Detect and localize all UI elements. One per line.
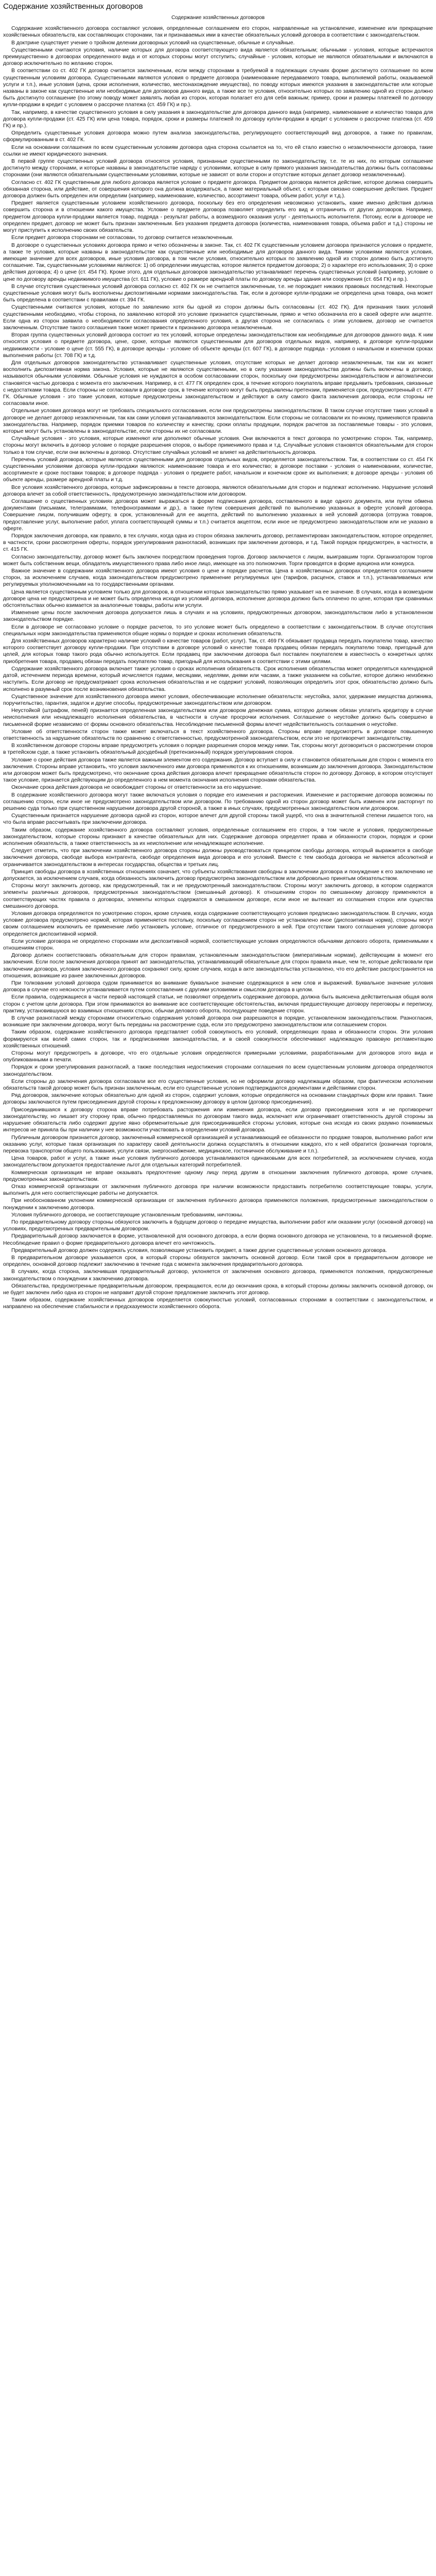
paragraph: При необоснованном уклонении коммерческой организации от заключения публичного договора применяются положения, предусмотренные законодательством о понуждении к заключению договора. (3, 1198, 433, 1211)
page (0, 2, 436, 1311)
paragraph: Если в договоре не согласовано условие о порядке расчетов, то это условие может быть определено в соответствии с законодательством. В случае отсутствия специальных норм законодательства применяются общие нормы о порядке и сроках исполнения обязательств. (3, 624, 433, 637)
paragraph: Важное значение в содержании хозяйственного договора имеют условия о цене и порядке расчетов. Цена в хозяйственных договорах определяется соглашением сторон, за исключением случаев, когда законодательством предусмотрено применение регулируемых цен (тарифов, расценок, ставок и т.п.), устанавливаемых или регулируемых уполномоченными на то государственными органами. (3, 568, 433, 588)
paragraph: Согласно ст. 402 ГК существенным для любого договора является условие о предмете договора. Предметом договора является действие, которое должна совершить обязанная сторона, или действие, от совершения которого она должна воздержаться, а также материальный объект, с которым связано совершение действия. Предмет договора должен быть определен или определим (например, наименование, количество, ассортимент товара, объем работ, услуг и т.д.). (3, 179, 433, 199)
page-subtitle: Содержание хозяйственных договоров (171, 15, 265, 21)
paragraph: Публичным договором признается договор, заключенный коммерческой организацией и устанавливающий ее обязанности по продаже товаров, выполнению работ или оказанию услуг, которые такая организация по характеру своей деятельности должна осуществлять в отношении каждого, кто к ней обратится (розничная торговля, перевозка транспортом общего пользования, услуги связи, энергоснабжение, медицинское, гостиничное обслуживание и т.п.). (3, 1134, 433, 1154)
paragraph: Цена является существенным условием только для договоров, в отношении которых законодательство прямо указывает на ее значение. В случаях, когда в возмездном договоре цена не предусмотрена и не может быть определена исходя из условий договора, исполнение договора должно быть оплачено по цене, которая при сравнимых обстоятельствах обычно взимается за аналогичные товары, работы или услуги. (3, 589, 433, 609)
paragraph: Определить существенные условия договора можно путем анализа законодательства, регулирующего соответствующий вид договоров, а также по правилам, сформулированным в ст. 402 ГК. (3, 130, 433, 143)
paragraph: Вторая группа существенных условий договора состоит из тех условий, которые определены законодательством как необходимые для договоров данного вида. К ним относятся условия о предмете договора, цене, сроке, которые являются существенными для договоров отдельных видов, например, в договоре купли-продажи недвижимости - условие о цене (ст. 555 ГК), в договоре аренды - условие об объекте аренды (ст. 607 ГК), в договоре подряда - условия о начальном и конечном сроках выполнения работы (ст. 708 ГК) и т.д. (3, 332, 433, 359)
paragraph: Ряд договоров, заключение которых обязательно для одной из сторон, содержит условия, которые определяются на основании стандартных форм или правил. Такие договоры заключаются путем присоединения другой стороны к предложенному договору в целом (договор присоединения). (3, 1093, 433, 1106)
paragraph: Соглашение о существенных условиях договора может выражаться в форме подписания договора, составленного в виде одного документа, или путем обмена документами (письмами, телеграммами, телефонограммами и др.), а также путем совершения действий по выполнению указанных в оферте условий договора. Совершение лицом, получившим оферту, в срок, установленный для ее акцепта, действий по выполнению указанных в ней условий договора (отгрузка товаров, предоставление услуг, выполнение работ, уплата соответствующей суммы и т.п.) считается акцептом, если иное не предусмотрено законодательством или не указано в оферте. (3, 499, 433, 532)
paragraph: Если правила, содержащиеся в части первой настоящей статьи, не позволяют определить содержание договора, должна быть выяснена действительная общая воля сторон с учетом цели договора. При этом принимаются во внимание все соответствующие обстоятельства, включая предшествующие договору переговоры и переписку, практику, установившуюся во взаимных отношениях сторон, обычаи делового оборота, последующее поведение сторон. (3, 994, 433, 1014)
paragraph: В содержание хозяйственного договора могут также включаться условия о порядке его изменения и расторжения. Изменение и расторжение договора возможны по соглашению сторон, если иное не предусмотрено законодательством или договором. По требованию одной из сторон договор может быть изменен или расторгнут по решению суда только при существенном нарушении договора другой стороной, а также в иных случаях, предусмотренных законодательством или договором. (3, 792, 433, 811)
paragraph: Для хозяйственных договоров характерно наличие условий о качестве товаров (работ, услуг). Так, ст. 469 ГК обязывает продавца передать покупателю товар, качество которого соответствует договору купли-продажи. При отсутствии в договоре условий о качестве товара продавец обязан передать покупателю товар, пригодный для целей, для которых товар такого рода обычно используется. Если продавец при заключении договора был поставлен покупателем в известность о конкретных целях приобретения товара, продавец обязан передать покупателю товар, пригодный для использования в соответствии с этими целями. (3, 638, 433, 665)
paragraph: Существенными считаются условия, которые по заявлению хотя бы одной из сторон должны быть согласованы (ст. 402 ГК). Для признания таких условий существенными необходимо, чтобы сторона, по заявлению которой это условие признается существенным, прямо и четко обозначила его в своей оферте или акцепте. Если одна из сторон заявила о необходимости согласования определенного условия, а другая сторона не согласилась с этим условием, договор не считается заключенным. Отсутствие такого соглашения также может привести к признанию договора незаключенным. (3, 304, 433, 331)
paragraph: В случае отсутствия существенных условий договора согласно ст. 402 ГК он не считается заключенным, т.е. не порождает никаких правовых последствий. Некоторые существенные условия могут быть восполнены диспозитивными нормами законодательства. Так, если в договоре купли-продажи не определена цена товара, она может быть определена в соответствии с правилами ст. 394 ГК. (3, 283, 433, 303)
paragraph: Коммерческая организация не вправе оказывать предпочтение одному лицу перед другим в отношении заключения публичного договора, кроме случаев, предусмотренных законодательством. (3, 1170, 433, 1182)
paragraph: Договор должен соответствовать обязательным для сторон правилам, установленным законодательством (императивным нормам), действующим в момент его заключения. Если после заключения договора принят акт законодательства, устанавливающий обязательные для сторон правила иные, чем те, которые действовали при заключении договора, условия заключенного договора сохраняют силу, кроме случаев, когда в акте законодательства установлено, что его действие распространяется на отношения, возникшие из ранее заключенных договоров. (3, 953, 433, 979)
paragraph: Неустойкой (штрафом, пеней) признается определенная законодательством или договором денежная сумма, которую должник обязан уплатить кредитору в случае неисполнения или ненадлежащего исполнения обязательства, в частности в случае просрочки исполнения. Соглашение о неустойке должно быть совершено в письменной форме независимо от формы основного обязательства. Несоблюдение письменной формы влечет недействительность соглашения о неустойке. (3, 708, 433, 727)
paragraph: Отказ коммерческой организации от заключения публичного договора при наличии возможности предоставить потребителю соответствующие товары, услуги, выполнить для него соответствующие работы не допускается. (3, 1183, 433, 1197)
paragraph: В доктрине существует учение о тройном делении договорных условий на существенные, обычные и случайные. (11, 40, 295, 46)
paragraph: Перечень условий договора, которые являются существенными для договоров отдельных видов, определяется законодательством. Так, в соответствии со ст. 454 ГК существенными условиями договора купли-продажи являются: наименование товара и его количество; в договоре поставки - условия о наименовании, количестве, ассортименте и сроке поставки товаров; в договоре подряда - условия о предмете работ, начальном и конечном сроке их выполнения; в договоре аренды - условия об объекте аренды, размере арендной платы и т.д. (3, 456, 433, 483)
paragraph: Следует отметить, что при заключении хозяйственного договора стороны должны руководствоваться принципом свободы договора, который выражается в свободе заключения договора, свободе выбора контрагента, свободе определения вида договора и его условий. Вместе с тем свобода договора не является абсолютной и ограничивается законодательством в интересах государства, общества и третьих лиц. (3, 848, 433, 868)
paragraph: Условие об ответственности сторон также может включаться в текст хозяйственного договора. Стороны вправе предусмотреть в договоре повышенную ответственность за нарушение обязательств по сравнению с ответственностью, предусмотренной законодательством, если это не противоречит законодательству. (3, 728, 433, 741)
paragraph: Так, например, в качестве существенного условия в силу указания в законодательстве для договора данного вида (например, наименование и количество товара для договора купли-продажи (ст. 425 ГК) или цена товара, порядок, сроки и размеры платежей по договору купли-продажи в кредит с условием о рассрочке платежа (ст. 459 ГК) и пр.). (3, 109, 433, 129)
paragraph: Существенными считаются условия, наличие которых для договора соответствующего вида является обязательным; обычными - условия, которые встречаются преимущественно в договорах определенного вида и от которых стороны могут отступить; случайные - условия, которые не являются обязательными и включаются в договор исключительно по желанию сторон. (3, 47, 433, 67)
paragraph: Содержание хозяйственного договора включает также условия о сроках исполнения обязательств. Срок исполнения обязательства может определяться календарной датой, истечением периода времени, который исчисляется годами, месяцами, неделями, днями или часами, а также указанием на событие, которое должно неизбежно наступить. Если договор не предусматривает срока исполнения обязательства и не содержит условий, позволяющих определить этот срок, обязательство должно быть исполнено в разумный срок после возникновения обязательства. (3, 666, 433, 692)
paragraph: Принцип свободы договора в хозяйственных отношениях означает, что субъекты хозяйствования свободны в заключении договора и понуждение к его заключению не допускается, за исключением случаев, когда обязанность заключить договор предусмотрена законодательством или добровольно принятым обязательством. (3, 869, 433, 882)
paragraph: Стороны могут заключить договор, как предусмотренный, так и не предусмотренный законодательством. Стороны могут заключить договор, в котором содержатся элементы различных договоров, предусмотренных законодательством (смешанный договор). К отношениям сторон по смешанному договору применяются в соответствующих частях правила о договорах, элементы которых содержатся в смешанном договоре, если иное не вытекает из соглашения сторон или существа смешанного договора. (3, 883, 433, 909)
paragraph: Условие о сроке действия договора также является важным элементом его содержания. Договор вступает в силу и становится обязательным для сторон с момента его заключения. Стороны вправе установить, что условия заключенного ими договора применяются к их отношениям, возникшим до заключения договора. Законодательством или договором может быть предусмотрено, что окончание срока действия договора влечет прекращение обязательств сторон по договору. Договор, в котором отсутствует такое условие, признается действующим до определенного в нем момента окончания исполнения сторонами обязательства. (3, 757, 433, 784)
paragraph: Присоединившаяся к договору сторона вправе потребовать расторжения или изменения договора, если договор присоединения хотя и не противоречит законодательству, но лишает эту сторону прав, обычно предоставляемых по договорам такого вида, исключает или ограничивает ответственность другой стороны за нарушение обязательств либо содержит другие явно обременительные для присоединившейся стороны условия, которые она исходя из своих разумно понимаемых интересов не приняла бы при наличии у нее возможности участвовать в определении условий договора. (3, 1107, 433, 1133)
paragraph: По предварительному договору стороны обязуются заключить в будущем договор о передаче имущества, выполнении работ или оказании услуг (основной договор) на условиях, предусмотренных предварительным договором. (3, 1219, 433, 1232)
paragraph: Порядок заключения договора, как правило, в тех случаях, когда одна из сторон обязана заключить договор, регламентирован законодательством, которое определяет, в частности, сроки рассмотрения оферты, порядок урегулирования разногласий, возникших при заключении договора, и т.д. Такой порядок предусмотрен, в частности, в ст. 415 ГК. (3, 533, 433, 553)
paragraph: В предварительном договоре указывается срок, в который стороны обязуются заключить основной договор. Если такой срок в предварительном договоре не определен, основной договор подлежит заключению в течение года с момента заключения предварительного договора. (3, 1255, 433, 1268)
paragraph: Если стороны до заключения договора согласовали все его существенные условия, но не оформили договор надлежащим образом, при фактическом исполнении обязательств такой договор может быть признан заключенным, если его существенные условия подтверждаются документами и действиями сторон. (3, 1078, 433, 1092)
paragraph: Таким образом, содержание хозяйственных договоров определяется совокупностью условий, согласованных сторонами в соответствии с законодательством, и направлено на обеспечение стабильности и предсказуемости хозяйственного оборота. (3, 1297, 433, 1310)
page-title: Содержание хозяйственных договоров (3, 2, 143, 11)
paragraph: Предмет является существенным условием хозяйственного договора, поскольку без его определения невозможно установить, какие именно действия должна совершить сторона и в отношении какого имущества. Условие о предмете договора позволяет определить его вид и отграничить от других договоров. Например, предметом договора купли-продажи является товар, подряда - результат работы, а возмездного оказания услуг - деятельность исполнителя. Потому, если в договоре не определен предмет, договор не может быть признан заключенным. Без указания предмета договора (количества, наименования товара, объема работ и т.д.) стороны не могут приступить к исполнению своих обязательств. (3, 200, 433, 234)
article-body (3, 25, 433, 1310)
paragraph: В первой группе существенных условий договора относятся условия, признанные существенными по законодательству, т.е. те из них, по которым соглашение достигнуто между сторонами, и которые названы в законодательстве наряду с условиями, которые в силу прямого указания законодательства должны быть согласованы сторонами (они являются обязательными существенными условиями, которые не зависят от воли сторон и отсутствие которых делает договор незаключенным). (3, 159, 433, 178)
paragraph: Случайные условия - это условия, которые изменяют или дополняют обычные условия. Они включаются в текст договора по усмотрению сторон. Так, например, стороны могут включить в договор условие о порядке разрешения споров, о выборе применимого права и т.д. Случайные условия становятся обязательными для сторон только в том случае, если они включены в договор. Отсутствие случайных условий не влияет на действительность договора. (3, 436, 433, 455)
paragraph: При толковании условий договора судом принимается во внимание буквальное значение содержащихся в нем слов и выражений. Буквальное значение условия договора в случае его неясности устанавливается путем сопоставления с другими условиями и смыслом договора в целом. (3, 980, 433, 993)
paragraph: В соответствии со ст. 402 ГК договор считается заключенным, если между сторонами в требуемой в подлежащих случаях форме достигнуто соглашение по всем существенным условиям договора. Существенными являются условия о предмете договора (наименование передаваемого товара, выполняемой работы, оказываемой услуги и т.п.), иные условия (цена, сроки исполнения, количество, местонахождение имущества), по поводу которых имеются указания в законодательстве или которые названы в законе как существенные или необходимые для договоров данного вида, а также все те условия, относительно которых по заявлению одной из сторон должно быть достигнуто соглашение (по этому поводу может заявлять любая из сторон, которая полагает его для себя важным; пример, сроки и размеры платежей по договору купли-продажи в кредит с условием о рассрочке платежа (ст. 459 ГК) и пр.). (3, 68, 433, 108)
paragraph: Существенное значение для хозяйственного договора имеют условия, обеспечивающие исполнение обязательств: неустойка, залог, удержание имущества должника, поручительство, гарантия, задаток и другие способы, предусмотренные законодательством или договором. (3, 693, 433, 706)
paragraph: Все условия хозяйственного договора, которые зафиксированы в тексте договора, являются обязательными для сторон и подлежат исполнению. Нарушение условий договора влечет за собой ответственность, предусмотренную законодательством или договором. (3, 484, 433, 497)
paragraph: Если условие договора не определено сторонами или диспозитивной нормой, соответствующие условия определяются обычаями делового оборота, применимыми к отношениям сторон. (3, 938, 433, 952)
paragraph: В случае разногласий между сторонами относительно содержания условий договора они разрешаются в порядке, установленном законодательством. Разногласия, возникшие при заключении договора, могут быть переданы на рассмотрение суда, если это предусмотрено законодательством или соглашением сторон. (3, 1015, 433, 1028)
paragraph: Существенным признается нарушение договора одной из сторон, которое влечет для другой стороны такой ущерб, что она в значительной степени лишается того, на что была вправе рассчитывать при заключении договора. (3, 813, 433, 826)
paragraph: Для отдельных договоров законодательство устанавливает существенные условия, отсутствие которых не делает договор незаключенным, так как их может восполнить диспозитивная норма закона. Условия, которые не являются существенными, но в силу указания законодательства должны быть включены в договор, называются обычными условиями. Обычные условия не нуждаются в особом согласовании сторон, поскольку они предусмотрены законодательством и автоматически становятся частью договора с момента его заключения. Например, в ст. 477 ГК определен срок, в течение которого покупатель вправе предъявить требования, связанные с недостатками товара. Если стороны не согласовали в договоре срок, в течение которого могут быть предъявлены претензии, применяется срок, предусмотренный ст. 477 ГК. Обычные условия - это такие условия, которые предусмотрены законодательством и действуют в силу самого факта заключения договора, если стороны не согласовали иное. (3, 360, 433, 407)
paragraph: Изменение цены после заключения договора допускается лишь в случаях и на условиях, предусмотренных договором, законодательством либо в установленном законодательством порядке. (3, 610, 433, 623)
paragraph: В договоре о существенных условиях договора прямо и четко обозначены в законе. Так, ст. 402 ГК существенным условием договора признаются условия о предмете, а также те условия, которые названы в законодательстве как существенные или необходимые для договоров данного вида. Такими условиями являются условия, имеющие значение для всех договоров, иные условия договора, в том числе условия, относительно которых по заявлению одной из сторон должно быть достигнуто соглашение. Так, существенными условиями являются: 1) об определении имущества, которое является предметом договора; 2) о характере его использования; 3) о сроке действия договора; 4) о цене (ст. 454 ГК). Кроме этого, для отдельных договоров законодательство устанавливает перечень существенных условий (например, условие о цене по договору аренды недвижимого имущества (ст. 611 ГК), условие о размере арендной платы по договору аренды здания или сооружения (ст. 654 ГК) и пр.). (3, 242, 433, 282)
paragraph: Предварительный договор должен содержать условия, позволяющие установить предмет, а также другие существенные условия основного договора. (11, 1247, 387, 1253)
paragraph: Условия публичного договора, не соответствующие установленным требованиям, ничтожны. (11, 1212, 243, 1218)
paragraph: Согласно законодательству, договор может быть заключен посредством проведения торгов. Договор заключается с лицом, выигравшим торги. Организатором торгов может быть собственник вещи, обладатель имущественного права либо иное лицо, имеющее на это полномочия. Торги проводятся в форме аукциона или конкурса. (3, 554, 433, 567)
paragraph: В хозяйственном договоре стороны вправе предусмотреть условия о порядке разрешения споров между ними. Так, стороны могут договориться о рассмотрении споров в третейском суде, а также установить обязательный досудебный (претензионный) порядок урегулирования споров. (3, 743, 433, 756)
paragraph: Таким образом, содержание хозяйственного договора представляет собой совокупность его условий, определяющих права и обязанности сторон. Эти условия формируются как волей самих сторон, так и предписаниями законодательства, и в своей совокупности обеспечивают надлежащую правовую регламентацию хозяйственных отношений. (3, 1029, 433, 1049)
paragraph: Отдельные условия договора могут не требовать специального согласования, если они предусмотрены законодательством. В таком случае отсутствие таких условий в договоре не делает договор незаключенным, так как сами условия устанавливаются законодательством. Если стороны не согласовали их по-иному, применяются правила законодательства. Например, порядок приемки товаров по количеству и качеству, сроки оплаты продукции, порядок расчетов за поставляемые товары - это условия, которые могут быть установлены в законодательстве, если стороны их не согласовали. (3, 408, 433, 434)
paragraph: Содержание хозяйственного договора составляют условия, определенные соглашением его сторон, направленные на установление, изменение или прекращение хозяйственных обязательств, как составляющих сторонами, так и признаваемых ими в качестве обязательных условий договора в соответствии с законодательством. (3, 26, 433, 39)
paragraph: Условия договора определяются по усмотрению сторон, кроме случаев, когда содержание соответствующего условия предписано законодательством. В случаях, когда условие договора предусмотрено нормой, которая применяется постольку, поскольку соглашением сторон не установлено иное (диспозитивная норма), стороны могут своим соглашением исключить ее применение либо установить условие, отличное от предусмотренного в ней. При отсутствии такого соглашения условие договора определяется диспозитивной нормой. (3, 911, 433, 937)
paragraph: Если на основании соглашения по всем существенным условиям договора одна сторона ссылается на то, что ей стало известно о незаключенности договора, такие ссылки не имеют юридического значения. (3, 144, 433, 157)
paragraph: Обязательства, предусмотренные предварительным договором, прекращаются, если до окончания срока, в который стороны должны заключить основной договор, он не будет заключен либо одна из сторон не направит другой стороне предложение заключить этот договор. (3, 1283, 433, 1296)
paragraph: В случаях, когда сторона, заключившая предварительный договор, уклоняется от заключения основного договора, применяются положения, предусмотренные законодательством о понуждении к заключению договора. (3, 1269, 433, 1282)
paragraph: Таким образом, содержание хозяйственного договора составляют условия, определенные соглашением его сторон, в том числе и условия, предусмотренные законодательством, которые стороны признают в качестве обязательных для них. Содержание договора определяет права и обязанности сторон, порядок и сроки исполнения обязательств, а также ответственность за их неисполнение или ненадлежащее исполнение. (3, 827, 433, 846)
paragraph: Окончание срока действия договора не освобождает стороны от ответственности за его нарушение. (11, 785, 263, 791)
paragraph: Если предмет договора сторонами не согласован, то договор считается незаключенным. (11, 235, 234, 241)
paragraph: Порядок и сроки урегулирования разногласий, а также последствия недостижения сторонами соглашения по всем существенным условиям договора определяются законодательством. (3, 1064, 433, 1077)
paragraph: Цена товаров, работ и услуг, а также иные условия публичного договора устанавливаются одинаковыми для всех потребителей, за исключением случаев, когда законодательством допускается предоставление льгот для отдельных категорий потребителей. (3, 1156, 433, 1168)
paragraph: Стороны могут предусмотреть в договоре, что его отдельные условия определяются примерными условиями, разработанными для договоров этого вида и опубликованными в печати. (3, 1050, 433, 1063)
paragraph: Предварительный договор заключается в форме, установленной для основного договора, а если форма основного договора не установлена, то в письменной форме. Несоблюдение правил о форме предварительного договора влечет его ничтожность. (3, 1233, 433, 1246)
